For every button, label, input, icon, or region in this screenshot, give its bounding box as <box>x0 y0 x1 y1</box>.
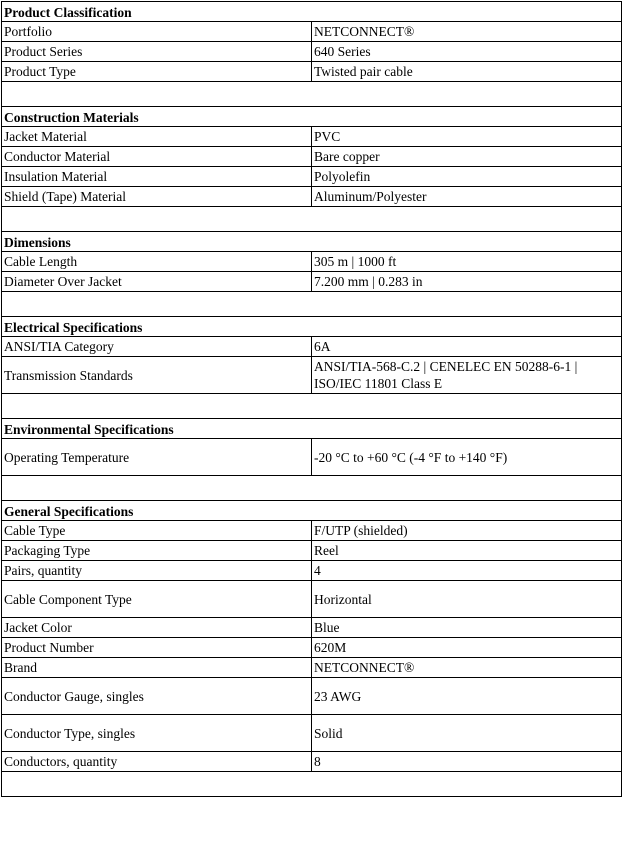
spec-row <box>2 252 622 272</box>
spec-value: -20 °C to +60 °C (-4 °F to +140 °F) <box>312 439 622 476</box>
section-spacer-row <box>2 82 622 107</box>
spec-value: 305 m | 1000 ft <box>312 252 622 272</box>
spec-value: Horizontal <box>312 581 622 618</box>
spec-row <box>2 678 622 715</box>
spec-value: 620M <box>312 638 622 658</box>
spec-key: Brand <box>2 658 312 678</box>
spec-value: 23 AWG <box>312 678 622 715</box>
spec-row <box>2 272 622 292</box>
electrical-specifications-header-row <box>2 317 622 337</box>
spec-value: Solid <box>312 715 622 752</box>
section-title: General Specifications <box>2 501 622 521</box>
spec-value: 8 <box>312 752 622 772</box>
spec-table <box>1 1 622 797</box>
spacer-cell <box>2 394 622 419</box>
spec-key: Jacket Material <box>2 127 312 147</box>
section-title: Product Classification <box>2 2 622 22</box>
spec-key: Product Series <box>2 42 312 62</box>
spec-key: Pairs, quantity <box>2 561 312 581</box>
section-spacer-row <box>2 476 622 501</box>
spec-row <box>2 541 622 561</box>
spec-key: Shield (Tape) Material <box>2 187 312 207</box>
section-spacer-row <box>2 292 622 317</box>
spec-key: Product Type <box>2 62 312 82</box>
spec-key: Packaging Type <box>2 541 312 561</box>
spec-value: 640 Series <box>312 42 622 62</box>
spec-key: Product Number <box>2 638 312 658</box>
spec-row <box>2 22 622 42</box>
spec-key: ANSI/TIA Category <box>2 337 312 357</box>
section-title: Dimensions <box>2 232 622 252</box>
spacer-cell <box>2 82 622 107</box>
dimensions-header-row <box>2 232 622 252</box>
spec-row <box>2 42 622 62</box>
spec-key: Conductor Gauge, singles <box>2 678 312 715</box>
spec-value: 4 <box>312 561 622 581</box>
spec-row <box>2 715 622 752</box>
spec-value: Twisted pair cable <box>312 62 622 82</box>
spec-value: Polyolefin <box>312 167 622 187</box>
spec-row <box>2 337 622 357</box>
spec-value: NETCONNECT® <box>312 22 622 42</box>
spacer-cell <box>2 772 622 797</box>
spec-key: Cable Component Type <box>2 581 312 618</box>
spec-row <box>2 658 622 678</box>
spec-row <box>2 187 622 207</box>
spec-value: 7.200 mm | 0.283 in <box>312 272 622 292</box>
section-title: Electrical Specifications <box>2 317 622 337</box>
spec-key: Insulation Material <box>2 167 312 187</box>
spec-value: 6A <box>312 337 622 357</box>
spec-key: Portfolio <box>2 22 312 42</box>
spacer-cell <box>2 207 622 232</box>
spec-row <box>2 581 622 618</box>
section-spacer-row <box>2 772 622 797</box>
environmental-specifications-header-row <box>2 419 622 439</box>
spec-value: PVC <box>312 127 622 147</box>
spec-value: ANSI/TIA-568-C.2 | CENELEC EN 50288-6-1 | ISO/IEC 11801 Class E <box>312 357 622 394</box>
spec-value: NETCONNECT® <box>312 658 622 678</box>
spec-key: Jacket Color <box>2 618 312 638</box>
spec-key: Conductor Type, singles <box>2 715 312 752</box>
spec-value: Reel <box>312 541 622 561</box>
spacer-cell <box>2 292 622 317</box>
spec-row <box>2 439 622 476</box>
section-spacer-row <box>2 207 622 232</box>
spacer-cell <box>2 476 622 501</box>
spec-table-body <box>2 2 622 797</box>
spec-value: F/UTP (shielded) <box>312 521 622 541</box>
spec-key: Diameter Over Jacket <box>2 272 312 292</box>
construction-materials-header-row <box>2 107 622 127</box>
spec-row <box>2 167 622 187</box>
spec-row <box>2 521 622 541</box>
section-title: Construction Materials <box>2 107 622 127</box>
spec-key: Transmission Standards <box>2 357 312 394</box>
spec-row <box>2 638 622 658</box>
spec-row <box>2 561 622 581</box>
spec-row <box>2 618 622 638</box>
spec-row <box>2 62 622 82</box>
spec-key: Cable Length <box>2 252 312 272</box>
spec-key: Cable Type <box>2 521 312 541</box>
spec-key: Conductor Material <box>2 147 312 167</box>
spec-row <box>2 127 622 147</box>
spec-value: Blue <box>312 618 622 638</box>
spec-row <box>2 147 622 167</box>
spec-row <box>2 752 622 772</box>
section-spacer-row <box>2 394 622 419</box>
spec-key: Operating Temperature <box>2 439 312 476</box>
spec-value: Aluminum/Polyester <box>312 187 622 207</box>
spec-key: Conductors, quantity <box>2 752 312 772</box>
spec-row <box>2 357 622 394</box>
section-title: Environmental Specifications <box>2 419 622 439</box>
general-specifications-header-row <box>2 501 622 521</box>
product-classification-header-row <box>2 2 622 22</box>
spec-value: Bare copper <box>312 147 622 167</box>
